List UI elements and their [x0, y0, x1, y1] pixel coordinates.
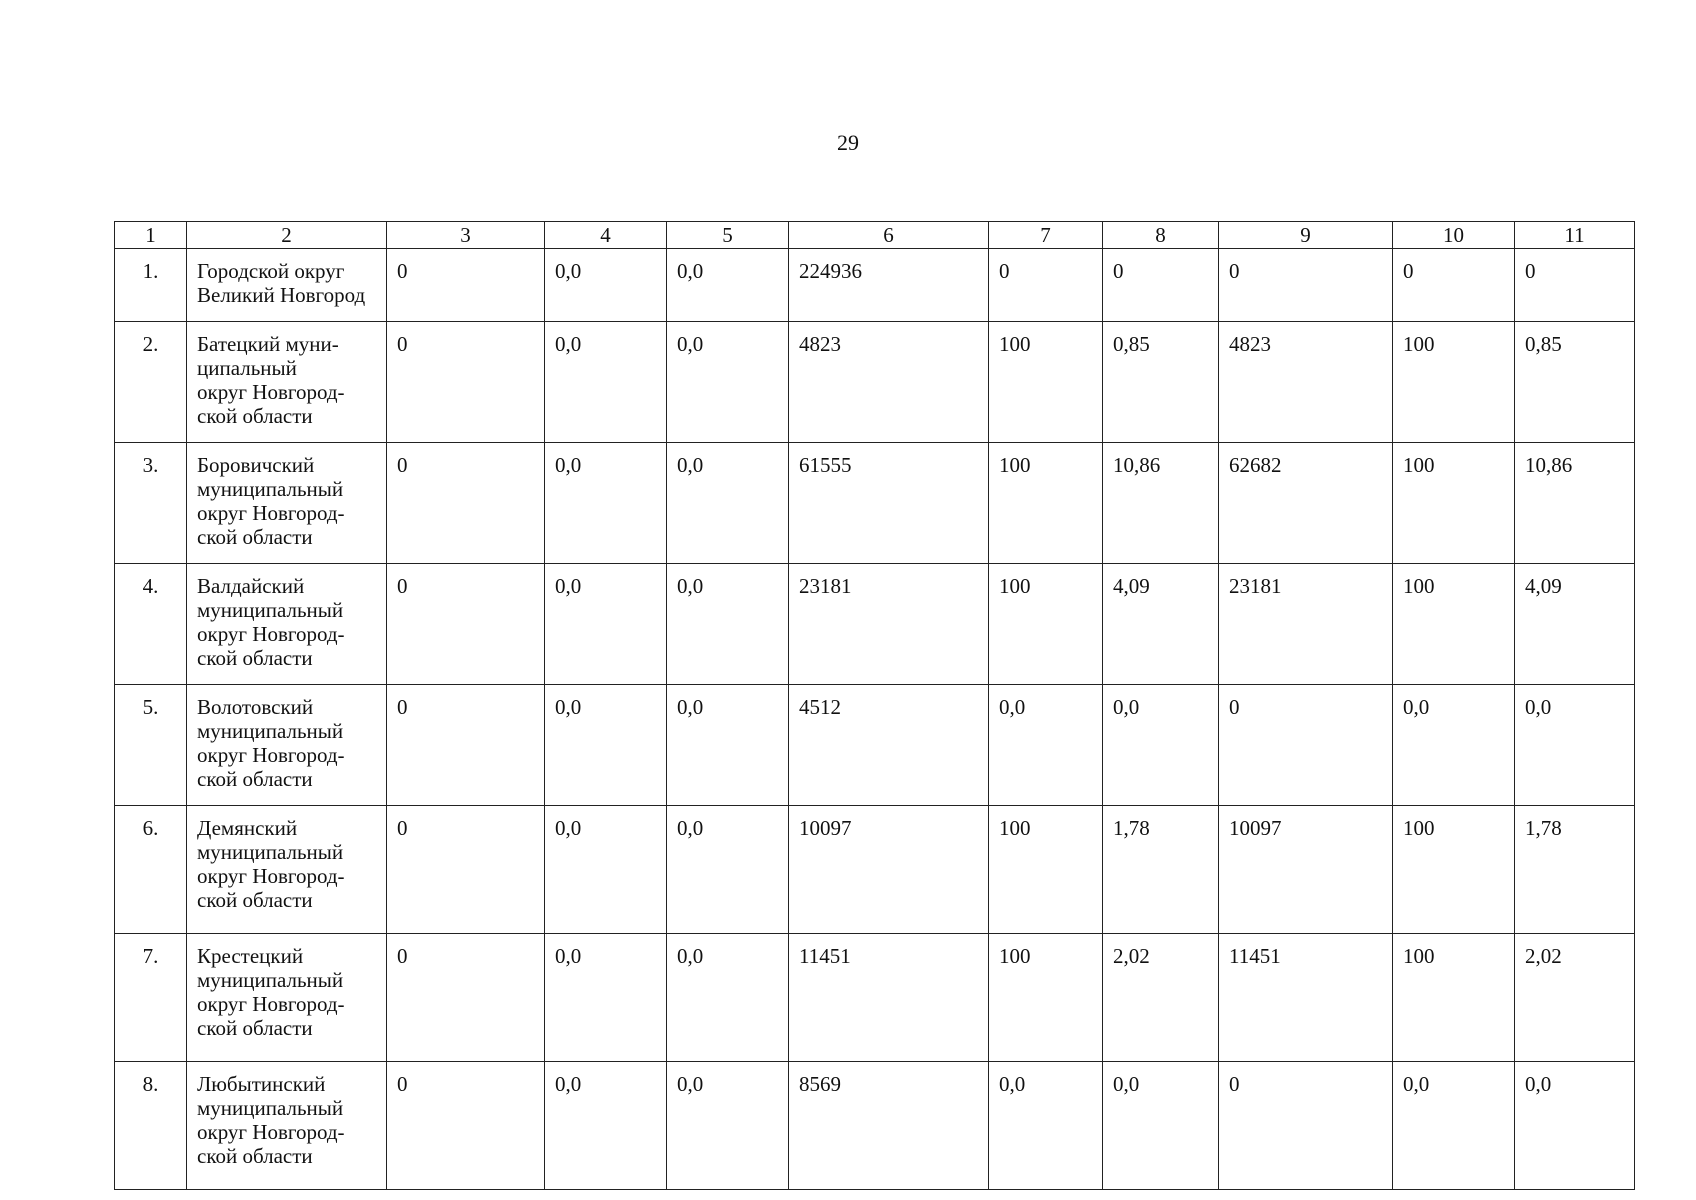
cell-col-6: 4823	[789, 322, 989, 443]
cell-col-7: 0,0	[989, 1062, 1103, 1190]
row-number: 8.	[115, 1062, 187, 1190]
cell-col-3: 0	[387, 934, 545, 1062]
municipality-name: Волотовский муниципальный округ Новгород- ской области	[187, 685, 387, 806]
cell-col-10: 100	[1393, 564, 1515, 685]
cell-col-10: 100	[1393, 322, 1515, 443]
cell-col-10: 0	[1393, 249, 1515, 322]
cell-col-5: 0,0	[667, 249, 789, 322]
column-header: 5	[667, 222, 789, 249]
page-number: 29	[837, 130, 859, 155]
cell-col-6: 23181	[789, 564, 989, 685]
cell-col-9: 0	[1219, 249, 1393, 322]
row-number: 4.	[115, 564, 187, 685]
cell-col-11: 1,78	[1515, 806, 1635, 934]
table-row	[115, 1062, 1635, 1190]
cell-col-5: 0,0	[667, 685, 789, 806]
cell-col-4: 0,0	[545, 934, 667, 1062]
cell-col-11: 4,09	[1515, 564, 1635, 685]
row-number: 3.	[115, 443, 187, 564]
cell-col-9: 62682	[1219, 443, 1393, 564]
cell-col-10: 100	[1393, 443, 1515, 564]
cell-col-9: 10097	[1219, 806, 1393, 934]
table-row	[115, 685, 1635, 806]
table-row	[115, 564, 1635, 685]
cell-col-11: 0,0	[1515, 1062, 1635, 1190]
cell-col-8: 0	[1103, 249, 1219, 322]
municipality-name: Любытинский муниципальный округ Новгород- ской области	[187, 1062, 387, 1190]
cell-col-8: 0,0	[1103, 685, 1219, 806]
column-header: 11	[1515, 222, 1635, 249]
cell-col-5: 0,0	[667, 806, 789, 934]
cell-col-6: 61555	[789, 443, 989, 564]
cell-col-3: 0	[387, 806, 545, 934]
cell-col-6: 10097	[789, 806, 989, 934]
column-header: 10	[1393, 222, 1515, 249]
cell-col-7: 100	[989, 934, 1103, 1062]
column-header: 4	[545, 222, 667, 249]
cell-col-7: 100	[989, 564, 1103, 685]
row-number: 5.	[115, 685, 187, 806]
column-header: 7	[989, 222, 1103, 249]
table-row	[115, 249, 1635, 322]
cell-col-11: 0	[1515, 249, 1635, 322]
table-row	[115, 806, 1635, 934]
municipality-name: Батецкий муни- ципальный округ Новгород- ской области	[187, 322, 387, 443]
cell-col-4: 0,0	[545, 685, 667, 806]
cell-col-4: 0,0	[545, 443, 667, 564]
cell-col-4: 0,0	[545, 1062, 667, 1190]
cell-col-8: 10,86	[1103, 443, 1219, 564]
cell-col-5: 0,0	[667, 564, 789, 685]
municipality-name: Демянский муниципальный округ Новгород- ской области	[187, 806, 387, 934]
row-number: 7.	[115, 934, 187, 1062]
table-row	[115, 934, 1635, 1062]
cell-col-4: 0,0	[545, 322, 667, 443]
cell-col-7: 100	[989, 443, 1103, 564]
cell-col-10: 0,0	[1393, 1062, 1515, 1190]
cell-col-6: 224936	[789, 249, 989, 322]
cell-col-9: 0	[1219, 685, 1393, 806]
cell-col-8: 2,02	[1103, 934, 1219, 1062]
row-number: 2.	[115, 322, 187, 443]
cell-col-5: 0,0	[667, 322, 789, 443]
column-header: 6	[789, 222, 989, 249]
cell-col-3: 0	[387, 685, 545, 806]
column-header: 9	[1219, 222, 1393, 249]
column-header: 8	[1103, 222, 1219, 249]
row-number: 1.	[115, 249, 187, 322]
cell-col-4: 0,0	[545, 806, 667, 934]
cell-col-11: 2,02	[1515, 934, 1635, 1062]
cell-col-11: 0,85	[1515, 322, 1635, 443]
cell-col-9: 0	[1219, 1062, 1393, 1190]
table-row	[115, 443, 1635, 564]
cell-col-7: 100	[989, 322, 1103, 443]
cell-col-3: 0	[387, 443, 545, 564]
cell-col-6: 11451	[789, 934, 989, 1062]
row-number: 6.	[115, 806, 187, 934]
cell-col-5: 0,0	[667, 443, 789, 564]
municipality-name: Боровичский муниципальный округ Новгород- ской области	[187, 443, 387, 564]
cell-col-3: 0	[387, 564, 545, 685]
column-header: 1	[115, 222, 187, 249]
cell-col-7: 0,0	[989, 685, 1103, 806]
cell-col-7: 100	[989, 806, 1103, 934]
cell-col-8: 0,0	[1103, 1062, 1219, 1190]
cell-col-4: 0,0	[545, 249, 667, 322]
cell-col-3: 0	[387, 322, 545, 443]
cell-col-10: 100	[1393, 806, 1515, 934]
municipality-name: Городской округ Великий Новгород	[187, 249, 387, 322]
cell-col-8: 4,09	[1103, 564, 1219, 685]
cell-col-5: 0,0	[667, 1062, 789, 1190]
column-header: 3	[387, 222, 545, 249]
cell-col-9: 11451	[1219, 934, 1393, 1062]
cell-col-6: 8569	[789, 1062, 989, 1190]
municipality-name: Валдайский муниципальный округ Новгород- ской области	[187, 564, 387, 685]
header-row	[115, 222, 1635, 249]
table-row	[115, 322, 1635, 443]
data-table	[114, 221, 1635, 1190]
cell-col-9: 23181	[1219, 564, 1393, 685]
cell-col-11: 10,86	[1515, 443, 1635, 564]
cell-col-3: 0	[387, 249, 545, 322]
cell-col-6: 4512	[789, 685, 989, 806]
cell-col-10: 100	[1393, 934, 1515, 1062]
cell-col-3: 0	[387, 1062, 545, 1190]
column-header: 2	[187, 222, 387, 249]
cell-col-9: 4823	[1219, 322, 1393, 443]
cell-col-4: 0,0	[545, 564, 667, 685]
cell-col-7: 0	[989, 249, 1103, 322]
cell-col-11: 0,0	[1515, 685, 1635, 806]
municipality-name: Крестецкий муниципальный округ Новгород- ской области	[187, 934, 387, 1062]
cell-col-10: 0,0	[1393, 685, 1515, 806]
cell-col-5: 0,0	[667, 934, 789, 1062]
cell-col-8: 1,78	[1103, 806, 1219, 934]
cell-col-8: 0,85	[1103, 322, 1219, 443]
